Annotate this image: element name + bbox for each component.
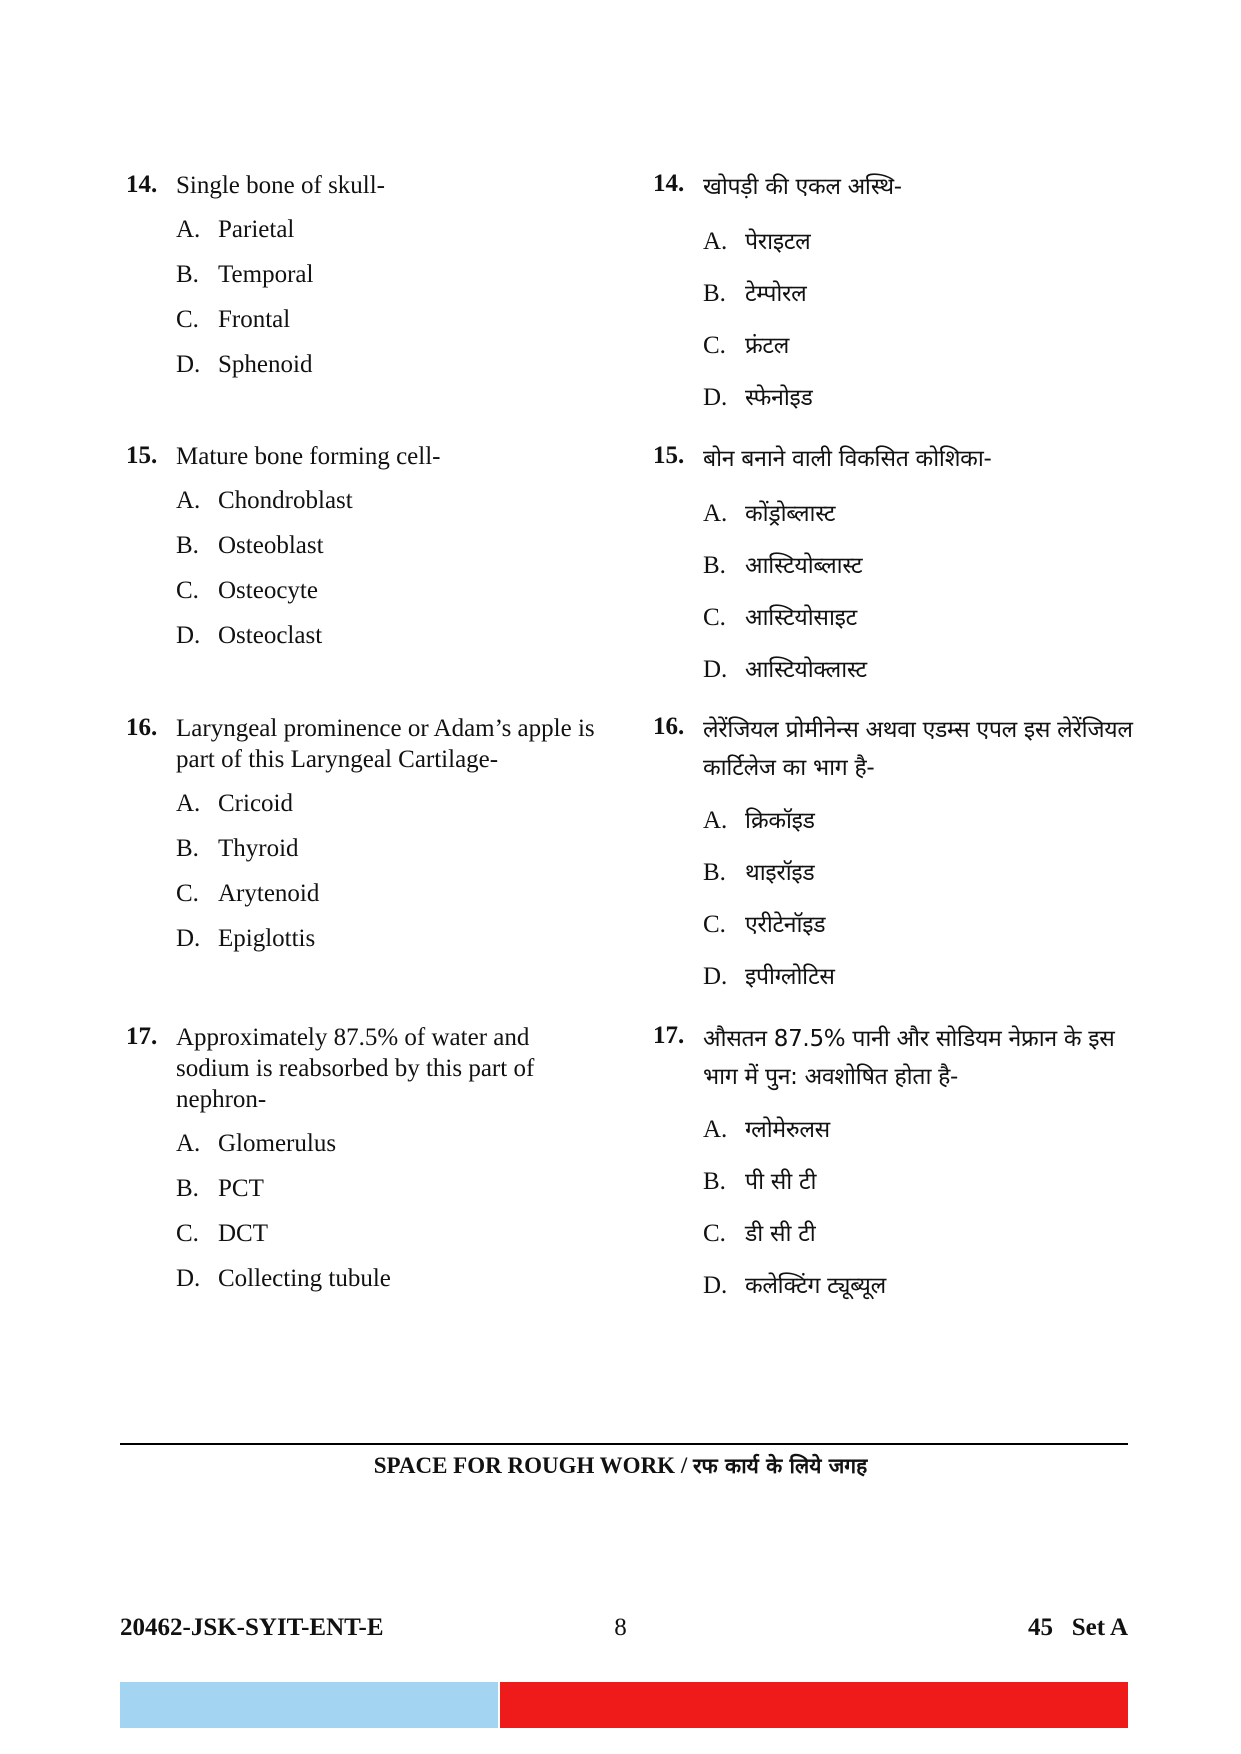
question-text: औसतन 87.5% पानी और सोडियम नेफ्रान के इस भाग में पुन: अवशोषित होता है- xyxy=(703,1026,1115,1090)
option-d: D. इपीग्लोटिस xyxy=(703,963,835,990)
option-b: B. PCT xyxy=(176,1175,264,1202)
question-number: 14. xyxy=(653,170,685,197)
option-b: B. आस्टियोब्लास्ट xyxy=(703,552,863,579)
question-number: 16. xyxy=(126,714,158,741)
question-number: 15. xyxy=(126,442,158,469)
question-16-en xyxy=(126,713,596,961)
option-c: C. आस्टियोसाइट xyxy=(703,604,857,631)
option-d: D. Collecting tubule xyxy=(176,1265,391,1292)
option-b: B. टेम्पोरल xyxy=(703,280,807,307)
option-d: D. स्फेनोइड xyxy=(703,384,813,411)
question-number: 17. xyxy=(126,1023,158,1050)
option-d: D. कलेक्टिंग ट्यूब्यूल xyxy=(703,1272,886,1299)
option-a: A. ग्लोमेरुलस xyxy=(703,1116,830,1143)
option-d: D. Sphenoid xyxy=(176,351,313,378)
question-text: बोन बनाने वाली विकसित कोशिका- xyxy=(703,446,992,472)
page-number: 8 xyxy=(614,1614,627,1641)
option-c: C. DCT xyxy=(176,1220,268,1247)
paper-code: 20462-JSK-SYIT-ENT-E xyxy=(120,1614,384,1641)
question-text: खोपड़ी की एकल अस्थि- xyxy=(703,174,902,200)
set-label: 45 Set A xyxy=(1028,1614,1128,1641)
option-b: B. Thyroid xyxy=(176,835,299,862)
rough-work-label xyxy=(0,1452,1241,1480)
question-17-hi xyxy=(653,1020,1133,1312)
question-text: Approximately 87.5% of water and sodium is reabsorbed by this part of nephron- xyxy=(176,1024,535,1113)
option-d: D. Epiglottis xyxy=(176,925,316,952)
rough-work-label-hi: रफ कार्य के लिये जगह xyxy=(692,1454,868,1478)
option-a: A. Cricoid xyxy=(176,790,293,817)
option-b: B. पी सी टी xyxy=(703,1168,817,1195)
question-number: 16. xyxy=(653,713,685,740)
rough-work-divider xyxy=(120,1443,1128,1445)
question-number: 14. xyxy=(126,171,158,198)
option-b: B. Osteoblast xyxy=(176,532,324,559)
option-c: C. Frontal xyxy=(176,306,291,333)
question-text: Laryngeal prominence or Adam’s apple is part of this Laryngeal Cartilage- xyxy=(176,715,595,773)
question-text: लेरेंजियल प्रोमीनेन्स अथवा एडम्स एपल इस लेरेंजियल कार्टिलेज का भाग है- xyxy=(703,717,1133,781)
question-17-en xyxy=(126,1022,596,1301)
question-16-hi xyxy=(653,711,1133,1003)
option-d: D. Osteoclast xyxy=(176,622,323,649)
question-14-hi xyxy=(653,168,1133,424)
option-d: D. आस्टियोक्लास्ट xyxy=(703,656,867,683)
option-c: C. Arytenoid xyxy=(176,880,320,907)
question-text: Single bone of skull- xyxy=(176,172,386,199)
option-a: A. पेराइटल xyxy=(703,228,811,255)
footer-bar-red xyxy=(500,1682,1128,1728)
question-number: 15. xyxy=(653,442,685,469)
option-a: A. कोंड्रोब्लास्ट xyxy=(703,500,836,527)
question-15-hi xyxy=(653,440,1133,696)
option-b: B. थाइरॉइड xyxy=(703,859,815,886)
rough-work-label-en: SPACE FOR ROUGH WORK / xyxy=(373,1453,688,1478)
footer-bar-blue xyxy=(120,1682,498,1728)
option-a: A. Chondroblast xyxy=(176,487,353,514)
option-c: C. डी सी टी xyxy=(703,1220,816,1247)
option-b: B. Temporal xyxy=(176,261,314,288)
option-c: C. Osteocyte xyxy=(176,577,318,604)
question-14-en xyxy=(126,170,596,387)
question-number: 17. xyxy=(653,1022,685,1049)
question-15-en xyxy=(126,441,596,658)
option-a: A. Glomerulus xyxy=(176,1130,337,1157)
question-text: Mature bone forming cell- xyxy=(176,443,441,470)
option-a: A. Parietal xyxy=(176,216,295,243)
option-c: C. एरीटेनॉइड xyxy=(703,911,826,938)
option-a: A. क्रिकॉइड xyxy=(703,807,815,834)
option-c: C. फ्रंटल xyxy=(703,332,790,359)
